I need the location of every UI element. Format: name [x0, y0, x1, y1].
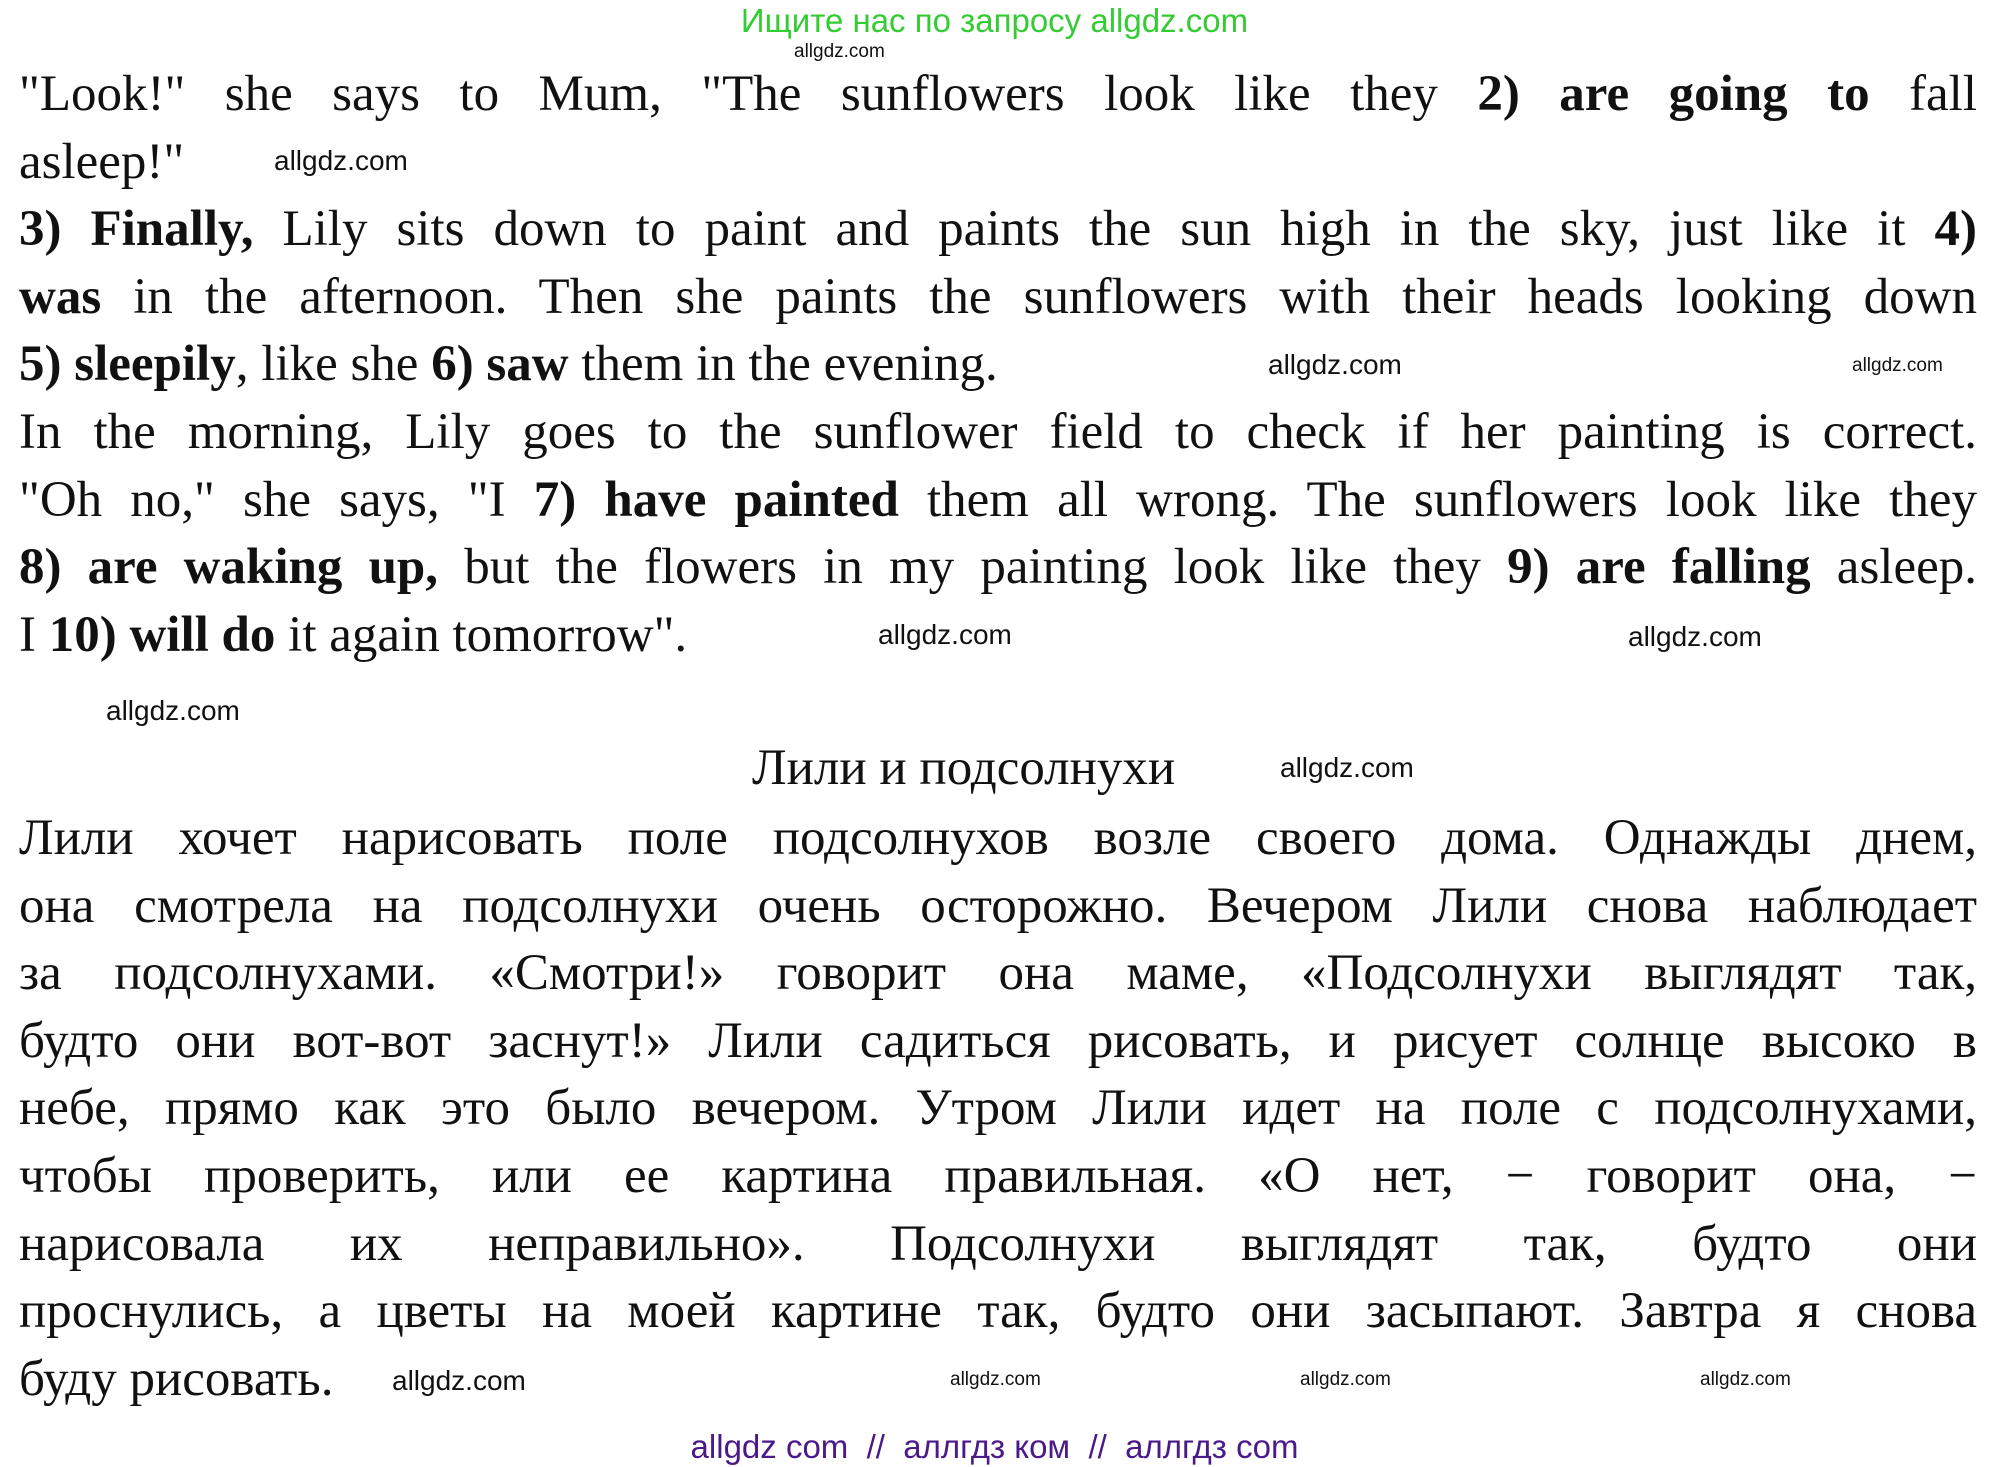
- text-segment: за подсолнухами. «Смотри!» говорит она маме, «Подсолнухи выглядят так,: [19, 945, 1977, 1002]
- text-segment: "Oh no," she says, "I: [19, 471, 534, 528]
- text-segment: буду рисовать.: [19, 1350, 334, 1407]
- text-segment: but the flowers in my painting look like they: [438, 539, 1508, 596]
- text-segment: нарисовала их неправильно». Подсолнухи выглядят так, будто они: [19, 1215, 1977, 1272]
- text-line: [19, 943, 1977, 1003]
- search-hint-banner: Ищите нас по запросу allgdz.com: [740, 2, 1249, 39]
- text-segment: them in the evening.: [568, 336, 998, 393]
- watermark: allgdz.com: [1268, 349, 1402, 380]
- text-line: [19, 132, 184, 192]
- text-line: [19, 1146, 1977, 1206]
- text-line: [19, 470, 1977, 530]
- watermark: allgdz.com: [878, 619, 1012, 650]
- text-line: [19, 64, 1977, 124]
- text-line: [19, 1349, 333, 1409]
- answer-bold: 9) are falling: [1507, 539, 1811, 596]
- watermark: allgdz.com: [1280, 752, 1414, 783]
- text-segment: , like she: [235, 336, 432, 393]
- watermark: allgdz.com: [794, 41, 885, 62]
- text-segment: it again tomorrow".: [275, 606, 688, 663]
- watermark: allgdz.com: [1300, 1369, 1391, 1390]
- answer-bold: 8) are waking up,: [19, 539, 439, 596]
- watermark: allgdz.com: [950, 1369, 1041, 1390]
- text-segment: небе, прямо как это было вечером. Утром Лили идет на поле с подсолнухами,: [19, 1080, 1977, 1137]
- answer-bold: 3) Finally,: [19, 201, 254, 258]
- text-line: [19, 1078, 1977, 1138]
- text-segment: asleep.: [1810, 539, 1977, 596]
- text-line: [19, 1011, 1977, 1071]
- text-segment: чтобы проверить, или ее картина правильная. «О нет, − говорит она, −: [19, 1148, 1977, 1204]
- translation-title: Лили и подсолнухи: [752, 740, 1176, 796]
- watermark: allgdz.com: [392, 1365, 526, 1396]
- text-segment: in the afternoon. Then she paints the sunflowers with their heads looking down: [101, 268, 1977, 325]
- text-line: [19, 808, 1977, 868]
- text-segment: asleep!": [19, 133, 185, 190]
- text-segment: проснулись, а цветы на моей картине так, будто они засыпают. Завтра я снова: [19, 1283, 1977, 1340]
- watermark: allgdz.com: [1700, 1369, 1791, 1390]
- watermark: allgdz.com: [106, 695, 240, 726]
- answer-bold: 5) sleepily: [19, 336, 236, 393]
- text-line: [19, 537, 1977, 597]
- text-segment: Лили хочет нарисовать поле подсолнухов возле своего дома. Однажды днем,: [19, 810, 1977, 866]
- answer-bold: was: [19, 268, 102, 325]
- text-line: [19, 876, 1977, 936]
- watermark: allgdz.com: [1628, 621, 1762, 652]
- text-segment: будто они вот-вот заснут!» Лили садиться рисовать, и рисует солнце высоко в: [19, 1012, 1977, 1069]
- text-line: [19, 1214, 1977, 1274]
- text-line: [19, 199, 1977, 259]
- text-segment: I: [19, 606, 49, 663]
- answer-bold: 2) are going to: [1477, 66, 1870, 122]
- text-line: [19, 402, 1977, 462]
- answer-bold: 6) saw: [431, 336, 569, 393]
- text-line: [19, 267, 1977, 327]
- text-segment: In the morning, Lily goes to the sunflower field to check if her painting is correct.: [19, 404, 1977, 460]
- answer-bold: 7) have painted: [533, 471, 899, 528]
- text-segment: them all wrong. The sunflowers look like they: [898, 471, 1977, 528]
- text-line: [19, 1281, 1977, 1341]
- watermark: allgdz.com: [274, 145, 408, 176]
- answer-bold: 10) will do: [48, 606, 276, 663]
- answer-bold: 4): [1934, 201, 1977, 258]
- text-line: [19, 334, 998, 394]
- text-segment: Lily sits down to paint and paints the sun high in the sky, just like it: [253, 201, 1935, 258]
- text-segment: "Look!" she says to Mum, "The sunflowers look like they: [19, 66, 1478, 122]
- watermark: allgdz.com: [1852, 355, 1943, 376]
- text-segment: fall: [1869, 66, 1977, 122]
- text-segment: она смотрела на подсолнухи очень осторожно. Вечером Лили снова наблюдает: [19, 877, 1977, 934]
- text-line: [19, 605, 687, 665]
- footer-links: allgdz com // аллгдз ком // аллгдз com: [690, 1428, 1299, 1465]
